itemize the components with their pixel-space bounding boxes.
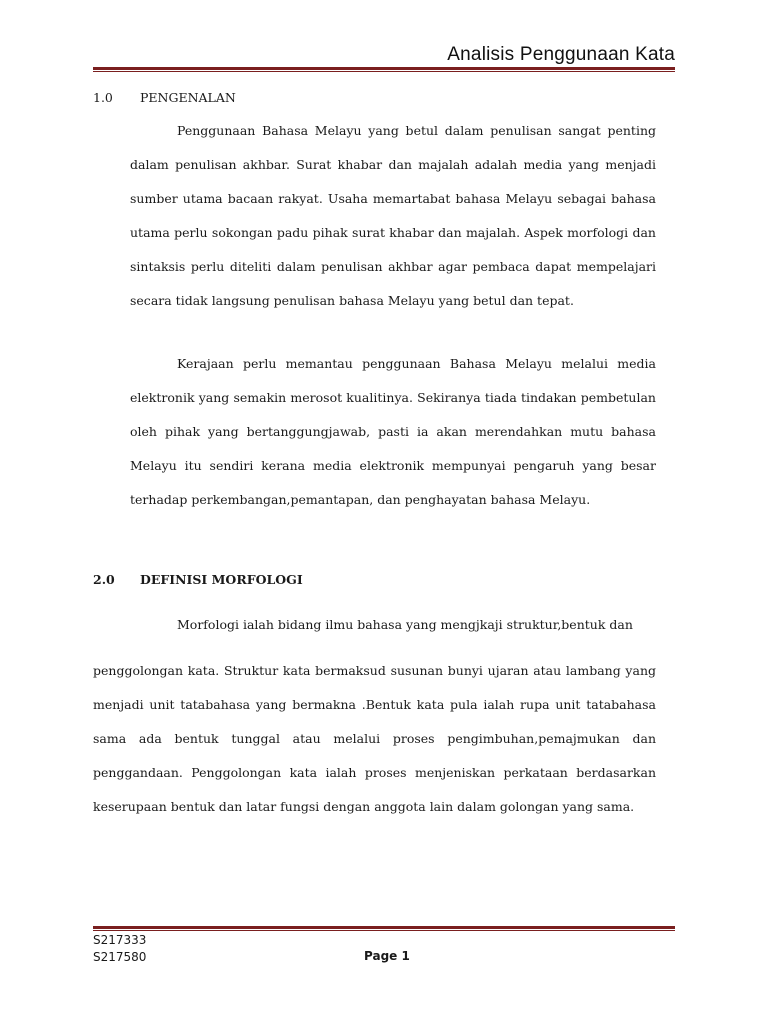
footer-page-number: Page 1 (364, 949, 410, 963)
header-rule (93, 67, 675, 72)
footer-student-ids (93, 932, 146, 966)
footer-id-1: S217333 (93, 933, 147, 947)
section-1-number: 1.0 (93, 90, 113, 105)
section-2-title: DEFINISI MORFOLOGI (140, 572, 303, 587)
section-2-number: 2.0 (93, 572, 115, 587)
header-title: Analisis Penggunaan Kata (447, 44, 675, 65)
section-1-paragraph-2: Kerajaan perlu memantau penggunaan Bahasa Melayu melalui media elektronik yang semakin merosot kualitinya. Sekiranya tiada tindakan pembetulan oleh pihak yang bertanggungjawab, pasti ia akan merendahkan mutu bahasa Melayu itu sendiri kerana media elektronik mempunyai pengaruh yang besar terhadap perkembangan,pemantapan, dan penghayatan bahasa Melayu. (130, 356, 656, 507)
section-1-title: PENGENALAN (140, 90, 236, 105)
section-2-paragraph: penggolongan kata. Struktur kata bermaksud susunan bunyi ujaran atau lambang yang menjadi unit tatabahasa yang bermakna .Bentuk kata pula ialah rupa unit tatabahasa sama ada bentuk tunggal atau melalui proses pengimbuhan,pemajmukan dan penggandaan. Penggolongan kata ialah proses menjeniskan perkataan berdasarkan keserupaan bentuk dan latar fungsi dengan anggota lain dalam golongan yang sama. (93, 663, 656, 814)
footer-rule (93, 926, 675, 931)
section-1-paragraph-1: Penggunaan Bahasa Melayu yang betul dalam penulisan sangat penting dalam penulisan akhbar. Surat khabar dan majalah adalah media yang menjadi sumber utama bacaan rakyat. Usaha memartabat bahasa Melayu sebagai bahasa utama perlu sokongan padu pihak surat khabar dan majalah. Aspek morfologi dan sintaksis perlu diteliti dalam penulisan akhbar agar pembaca dapat mempelajari secara tidak langsung penulisan bahasa Melayu yang betul dan tepat. (130, 123, 656, 308)
section-2-first-line: Morfologi ialah bidang ilmu bahasa yang mengjkaji struktur,bentuk dan (177, 617, 633, 632)
footer-id-2: S217580 (93, 950, 147, 964)
